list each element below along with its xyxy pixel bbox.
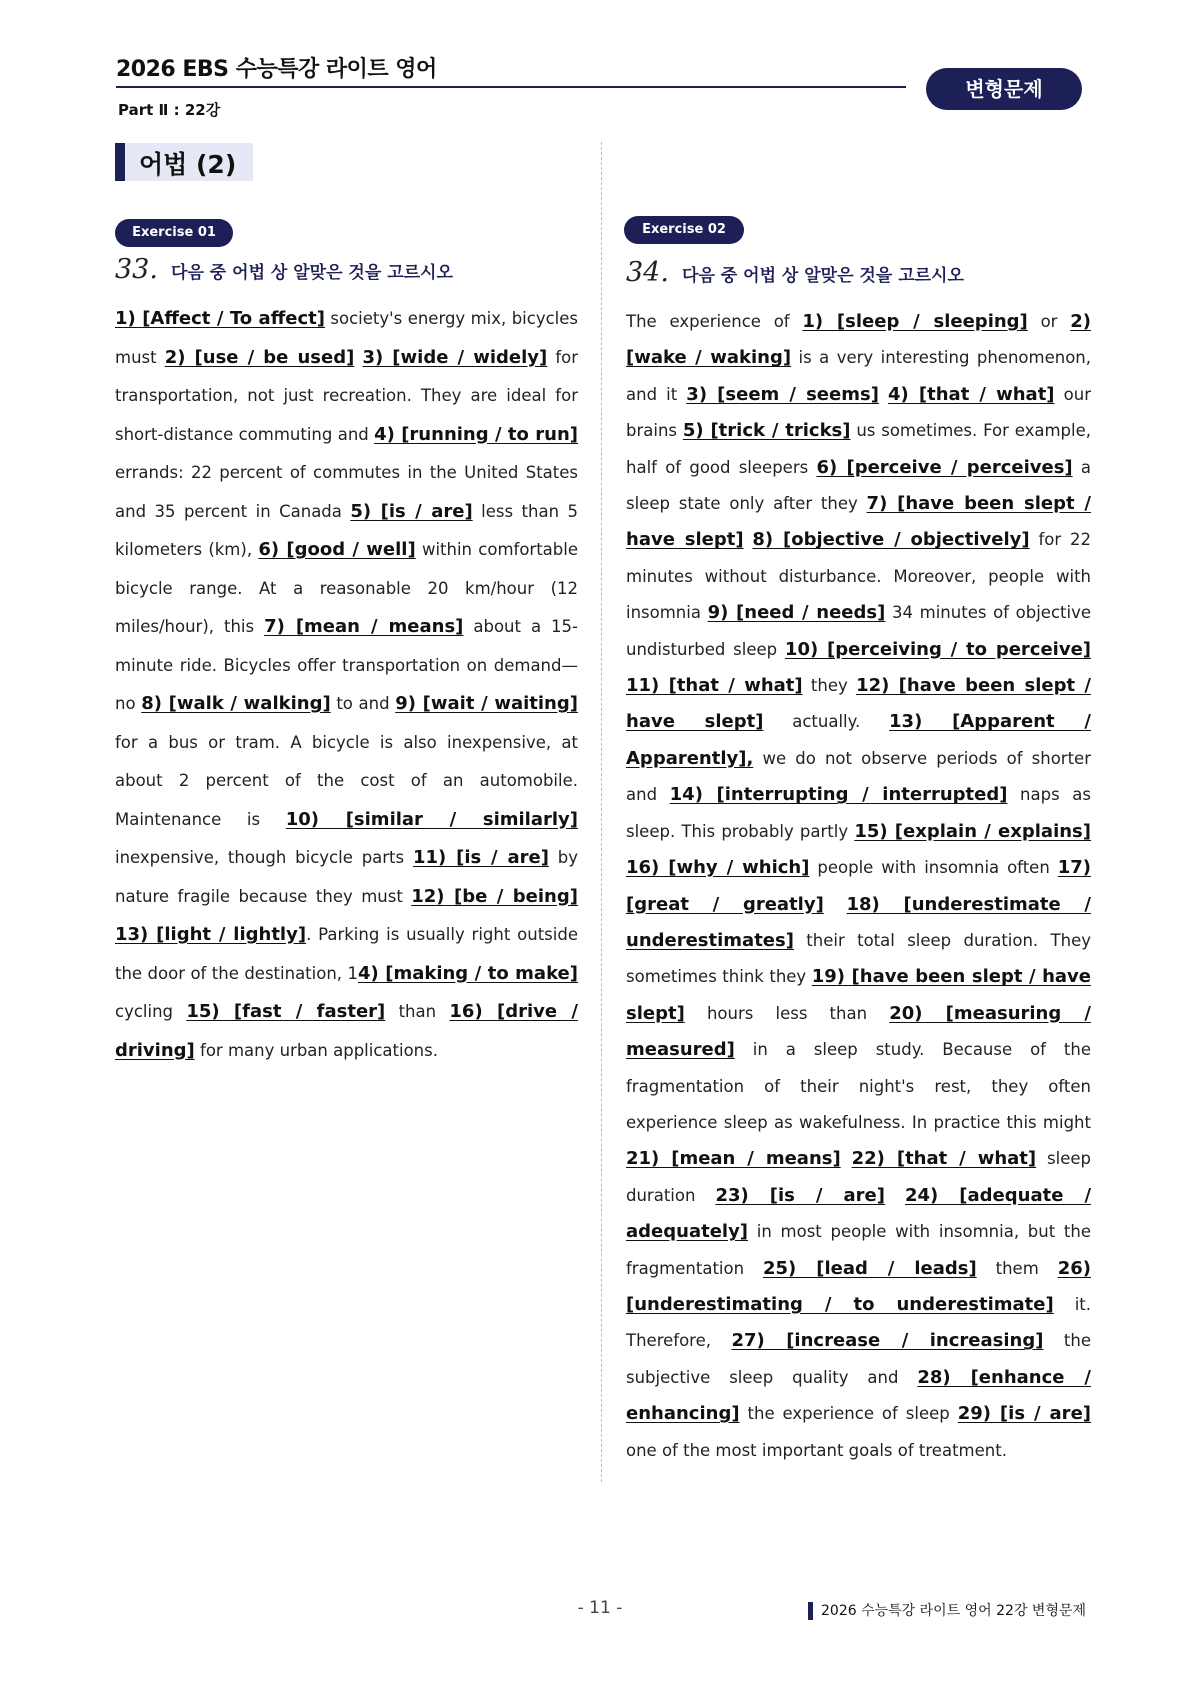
grammar-choice: 19) [have been slept / have slept] — [626, 966, 1091, 1024]
grammar-choice: 24) [adequate / adequately] — [626, 1184, 1092, 1243]
passage-text: by nature fragile because they must — [115, 848, 579, 906]
grammar-choice: 4) [that / what] — [888, 383, 1055, 405]
passage-33-text — [115, 300, 578, 1070]
page-number: - 11 - — [577, 1598, 623, 1618]
passage-text: inexpensive, though bicycle parts — [115, 848, 413, 867]
footer-label-group — [808, 1600, 1086, 1620]
grammar-choice: 11) [that / what] — [626, 675, 803, 697]
passage-text: for transportation, not just recreation. They are ideal for short-distance commuting and — [115, 347, 579, 444]
exercise-01-badge: Exercise 01 — [115, 219, 233, 247]
passage-text: our brains — [626, 384, 1091, 441]
question-33-instruction: 다음 중 어법 상 알맞은 것을 고르시오 — [171, 263, 453, 283]
grammar-choice: 22) [that / what] — [851, 1148, 1037, 1170]
grammar-choice: 2) [wake / waking] — [626, 311, 1091, 369]
grammar-choice: 29) [is / are] — [957, 1403, 1091, 1425]
grammar-choice: 9) [need / needs] — [707, 602, 886, 624]
header-rule — [116, 86, 906, 88]
section-title-box — [115, 143, 253, 181]
passage-text — [885, 1186, 905, 1205]
grammar-choice: 1) [Affect / To affect] — [115, 308, 325, 329]
passage-text: people with insomnia often — [809, 858, 1058, 878]
grammar-choice: 10) [similar / similarly] — [285, 808, 578, 830]
grammar-choice: 25) [lead / leads] — [762, 1257, 977, 1279]
grammar-choice: 5) [trick / tricks] — [682, 420, 851, 442]
passage-text — [879, 385, 888, 404]
part-label: Part Ⅱ : 22강 — [118, 101, 221, 119]
passage-text: about a 15-minute ride. Bicycles offer transportation on demand—no — [115, 617, 578, 713]
grammar-choice: 28) [enhance / enhancing] — [626, 1366, 1091, 1425]
passage-text: errands: 22 percent of commutes in the United States and 35 percent in Canada — [115, 463, 578, 521]
passage-text: them — [976, 1258, 1058, 1278]
grammar-choice: 2) [use / be used] — [164, 346, 355, 368]
grammar-choice: 27) [increase / increasing] — [731, 1330, 1044, 1352]
question-33-number: 33. — [115, 254, 158, 285]
passage-text: it. Therefore, — [626, 1294, 1092, 1351]
passage-34-text — [626, 304, 1091, 1469]
grammar-choice: 5) [is / are] — [350, 500, 473, 522]
document-title: 2026 EBS 수능특강 라이트 영어 — [116, 57, 437, 82]
passage-text: in most people with insomnia, but the fragmentation — [626, 1222, 1091, 1278]
passage-text: sleep duration — [626, 1149, 1092, 1205]
grammar-choice: 12) [have been slept / have slept] — [626, 675, 1091, 733]
question-34-heading — [626, 257, 964, 288]
passage-text: us sometimes. For example, half of good sleepers — [626, 421, 1091, 477]
question-34-number: 34. — [626, 257, 669, 288]
variant-badge: 변형문제 — [926, 68, 1082, 110]
grammar-choice: 13) [Apparent / Apparently], — [626, 711, 1091, 769]
passage-text: than — [385, 1002, 450, 1021]
grammar-choice: 15) [fast / faster] — [186, 1001, 386, 1022]
grammar-choice: 7) [have been slept / have slept] — [626, 493, 1091, 551]
footer-mark — [808, 1602, 813, 1620]
column-divider — [601, 142, 602, 1482]
grammar-choice: 6) [good / well] — [258, 539, 416, 560]
grammar-choice: 8) [walk / walking] — [141, 693, 331, 714]
passage-text: cycling — [115, 1002, 187, 1021]
passage-text: one of the most important goals of treatment. — [626, 1440, 1007, 1460]
passage-text: 34 minutes of objective undisturbed sleep — [626, 603, 1091, 659]
passage-text: in a sleep study. Because of the fragmentation of their night's rest, they often experience sleep as wakefulness. In practice this might — [626, 1040, 1091, 1132]
passage-text: we do not observe periods of shorter and — [626, 748, 1091, 805]
grammar-choice: 26) [underestimating / to underestimate] — [626, 1257, 1091, 1315]
grammar-choice: 21) [mean / means] — [626, 1148, 841, 1170]
passage-text: for a bus or tram. A bicycle is also inexpensive, at about 2 percent of the cost of an automobile. Maintenance is — [115, 732, 578, 829]
passage-text: their total sleep duration. They sometimes think they — [626, 930, 1091, 987]
passage-text: The experience of — [626, 312, 803, 331]
section-title-bar — [115, 143, 125, 181]
grammar-choice: 10) [perceiving / to perceive] — [784, 638, 1092, 660]
passage-text: . Parking is usually right outside the door of the destination, 1 — [115, 925, 578, 983]
passage-text: within comfortable bicycle range. At a reasonable 20 km/hour (12 miles/hour), this — [115, 540, 578, 636]
grammar-choice: 4) [running / to run] — [374, 423, 578, 445]
section-title: 어법 (2) — [139, 150, 237, 179]
passage-text: for 22 minutes without disturbance. Moreover, people with insomnia — [626, 530, 1091, 623]
grammar-choice: 6) [perceive / perceives] — [816, 456, 1073, 478]
grammar-choice: 18) [underestimate / underestimates] — [626, 893, 1092, 951]
exercise-02-badge: Exercise 02 — [624, 216, 744, 244]
grammar-choice: 17) [great / greatly] — [626, 857, 1091, 915]
passage-text: less than 5 kilometers (km), — [115, 501, 578, 559]
passage-text: actually. — [763, 712, 890, 732]
passage-text: for many urban applications. — [194, 1040, 438, 1060]
grammar-choice: 4) [making / to make] — [357, 962, 578, 984]
passage-text: or — [1027, 312, 1071, 331]
footer-label: 2026 수능특강 라이트 영어 22강 변형문제 — [821, 1603, 1087, 1619]
passage-text: hours less than — [684, 1003, 890, 1023]
grammar-choice: 1) [sleep / sleeping] — [802, 311, 1028, 332]
grammar-choice: 16) [drive / driving] — [115, 1001, 578, 1061]
passage-text: naps as sleep. This probably partly — [626, 785, 1091, 841]
passage-text: is a very interesting phenomenon, and it — [626, 348, 1091, 404]
grammar-choice: 12) [be / being] — [411, 885, 578, 907]
passage-text: they — [802, 676, 857, 696]
passage-text: to and — [330, 694, 396, 713]
passage-text — [841, 1149, 852, 1168]
passage-34 — [626, 304, 1091, 1469]
grammar-choice: 3) [seem / seems] — [686, 383, 879, 405]
grammar-choice: 23) [is / are] — [715, 1184, 885, 1206]
passage-text: society's energy mix, bicycles must — [115, 309, 578, 367]
passage-text: the subjective sleep quality and — [626, 1331, 1091, 1387]
grammar-choice: 11) [is / are] — [412, 847, 549, 868]
question-33-heading — [115, 254, 453, 285]
passage-text: a sleep state only after they — [626, 457, 1091, 514]
grammar-choice: 9) [wait / waiting] — [395, 693, 578, 714]
grammar-choice: 13) [light / lightly] — [115, 924, 307, 945]
grammar-choice: 7) [mean / means] — [264, 616, 464, 637]
grammar-choice: 20) [measuring / measured] — [626, 1002, 1091, 1061]
grammar-choice: 8) [objective / objectively] — [752, 529, 1030, 551]
passage-text — [824, 895, 847, 914]
grammar-choice: 16) [why / which] — [626, 857, 810, 879]
grammar-choice: 14) [interrupting / interrupted] — [669, 784, 1008, 806]
grammar-choice: 15) [explain / explains] — [854, 820, 1092, 842]
grammar-choice: 3) [wide / widely] — [362, 346, 548, 368]
question-34-instruction: 다음 중 어법 상 알맞은 것을 고르시오 — [682, 266, 964, 286]
passage-text: the experience of sleep — [739, 1404, 958, 1424]
passage-33 — [115, 300, 578, 1070]
